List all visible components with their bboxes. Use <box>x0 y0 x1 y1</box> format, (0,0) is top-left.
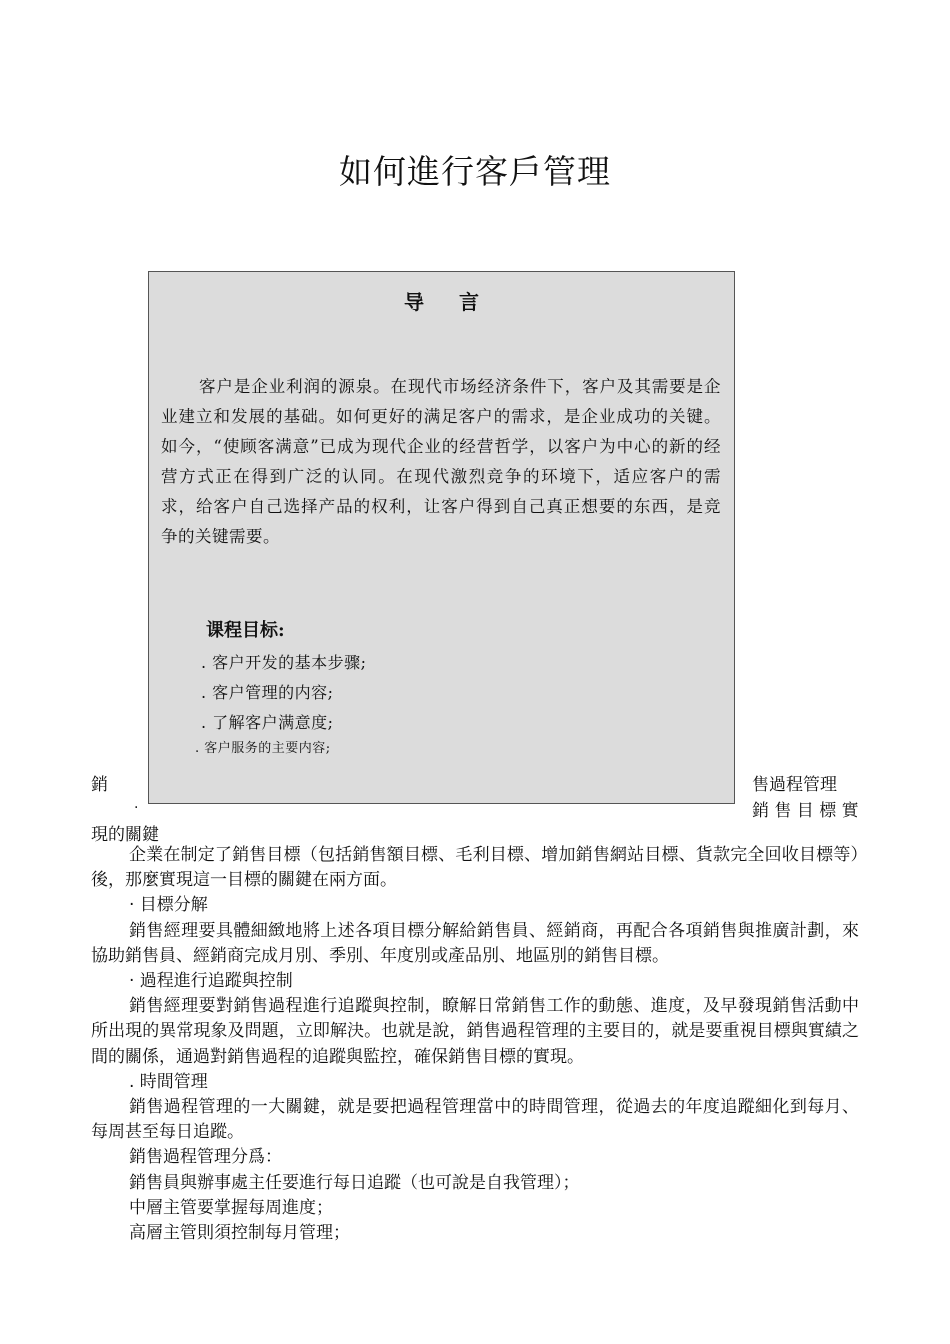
course-goal-item: . 客户管理的内容; <box>201 683 334 702</box>
wrapped-continuation: 現的關鍵 <box>91 825 159 845</box>
body-content <box>91 843 859 1246</box>
intro-box <box>148 271 735 804</box>
intro-paragraph: 客户是企业利润的源泉。在现代市场经济条件下，客户及其需要是企业建立和发展的基础。如何更好的满足客户的需求，是企业成功的关键。如今，“使顾客满意”已成为现代企业的经营哲学，以客户为中心的新的经营方式正在得到广泛的认同。在现代激烈竞争的环境下，适应客户的需求，给客户自己选择产品的权利，让客户得到自己真正想要的东西，是竞争的关键需要。 <box>161 377 721 546</box>
body-line: 銷售過程管理分爲： <box>129 1147 282 1168</box>
wrapped-text-right: 售過程管理 <box>752 775 837 795</box>
body-line: 中層主管要掌握每周進度； <box>129 1197 333 1218</box>
body-paragraph: 銷售經理要對銷售過程進行追蹤與控制，瞭解日常銷售工作的動態、進度，及早發現銷售活動中所出現的異常現象及問題，立即解決。也就是說，銷售過程管理的主要目的，就是要重視目標與實績之間的關係，通過對銷售過程的追蹤與監控，確保銷售目標的實現。 <box>91 996 859 1067</box>
body-paragraph: 企業在制定了銷售目標（包括銷售額目標、毛利目標、增加銷售網站目標、貨款完全回收目標等）後，那麼實現這一目標的關鍵在兩方面。 <box>91 845 859 891</box>
course-goals-heading: 课程目标: <box>206 620 285 641</box>
course-goal-item: . 客户开发的基本步骤; <box>201 653 367 672</box>
wrapped-text-left: 銷 <box>91 775 108 795</box>
section-heading: . 時間管理 <box>129 1071 208 1092</box>
body-line: 銷售員與辦事處主任要進行每日追蹤（也可說是自我管理）； <box>129 1172 580 1193</box>
section-heading: · 目標分解 <box>129 895 208 916</box>
body-paragraph: 銷售過程管理的一大關鍵，就是要把過程管理當中的時間管理，從過去的年度追蹤細化到每月、每周甚至每日追蹤。 <box>91 1097 859 1143</box>
course-goal-item: . 客户服务的主要内容; <box>195 741 331 756</box>
body-paragraph: 銷售經理要具體細緻地將上述各項目標分解給銷售員、經銷商，再配合各項銷售與推廣計劃，來協助銷售員、經銷商完成月別、季別、年度別或產品別、地區別的銷售目標。 <box>91 920 859 966</box>
section-heading: · 過程進行追蹤與控制 <box>129 971 293 992</box>
course-goal-item: . 了解客户满意度; <box>201 713 334 732</box>
body-line: 高層主管則須控制每月管理； <box>129 1223 350 1244</box>
document-title: 如何進行客戶管理 <box>339 152 611 191</box>
wrapped-dot: . <box>134 796 139 812</box>
wrapped-text-right: 銷 售 目 標 實 <box>752 801 859 821</box>
intro-heading: 导 言 <box>404 290 493 314</box>
